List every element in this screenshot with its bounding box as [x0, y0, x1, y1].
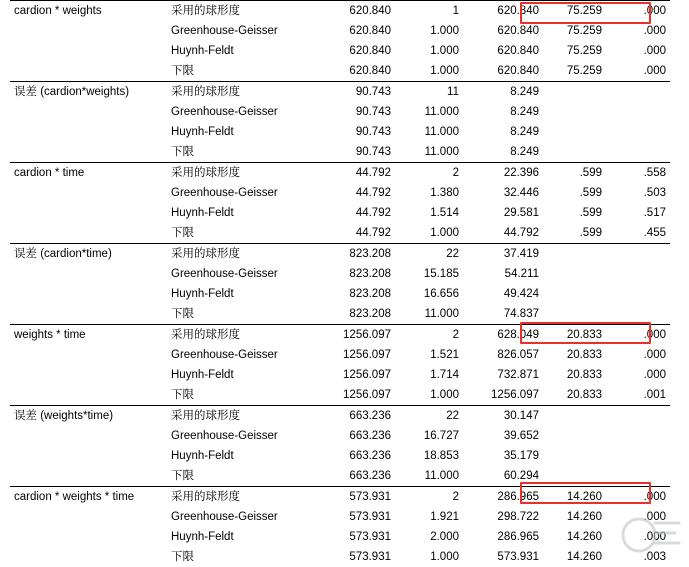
- cell-correction: 下限: [167, 223, 310, 244]
- cell-source: cardion * weights * time: [10, 487, 167, 508]
- cell-df: 1.921: [395, 507, 463, 527]
- cell-source: [10, 142, 167, 163]
- cell-df: 11.000: [395, 304, 463, 325]
- cell-ms: 22.396: [463, 163, 543, 184]
- table-row: [10, 466, 670, 487]
- cell-f: [543, 426, 606, 446]
- cell-f: [543, 82, 606, 103]
- cell-ms: 32.446: [463, 183, 543, 203]
- cell-source: [10, 21, 167, 41]
- cell-correction: Huynh-Feldt: [167, 41, 310, 61]
- cell-ms: 29.581: [463, 203, 543, 223]
- table-row: [10, 264, 670, 284]
- cell-f: .599: [543, 183, 606, 203]
- cell-source: [10, 122, 167, 142]
- cell-ss: 44.792: [310, 183, 395, 203]
- cell-correction: 下限: [167, 142, 310, 163]
- table-row: [10, 21, 670, 41]
- cell-df: 11: [395, 82, 463, 103]
- table-row: [10, 183, 670, 203]
- cell-ss: 44.792: [310, 203, 395, 223]
- cell-f: [543, 304, 606, 325]
- cell-f: 14.260: [543, 487, 606, 508]
- cell-sig: [606, 304, 670, 325]
- cell-source: [10, 41, 167, 61]
- cell-correction: Greenhouse-Geisser: [167, 21, 310, 41]
- cell-ss: 663.236: [310, 466, 395, 487]
- table-row: [10, 426, 670, 446]
- cell-correction: Huynh-Feldt: [167, 365, 310, 385]
- cell-source: [10, 466, 167, 487]
- cell-f: [543, 264, 606, 284]
- table-row: [10, 507, 670, 527]
- cell-f: [543, 102, 606, 122]
- cell-sig: .000: [606, 487, 670, 508]
- cell-ms: 286.965: [463, 487, 543, 508]
- cell-source: [10, 385, 167, 406]
- cell-sig: .001: [606, 385, 670, 406]
- cell-source: cardion * time: [10, 163, 167, 184]
- table-row: [10, 385, 670, 406]
- cell-ss: 1256.097: [310, 385, 395, 406]
- cell-source: [10, 61, 167, 82]
- cell-ms: 573.931: [463, 547, 543, 567]
- cell-df: 22: [395, 406, 463, 427]
- cell-ss: 620.840: [310, 61, 395, 82]
- cell-source: [10, 223, 167, 244]
- cell-sig: [606, 284, 670, 304]
- cell-df: 1.000: [395, 223, 463, 244]
- cell-sig: .000: [606, 1, 670, 22]
- cell-ss: 620.840: [310, 1, 395, 22]
- cell-ms: 74.837: [463, 304, 543, 325]
- table-row: [10, 527, 670, 547]
- cell-source: [10, 365, 167, 385]
- cell-correction: 下限: [167, 466, 310, 487]
- table-row: [10, 61, 670, 82]
- cell-sig: .003: [606, 547, 670, 567]
- cell-sig: [606, 446, 670, 466]
- cell-correction: 下限: [167, 304, 310, 325]
- cell-ms: 8.249: [463, 82, 543, 103]
- cell-correction: Huynh-Feldt: [167, 203, 310, 223]
- cell-f: [543, 284, 606, 304]
- cell-ms: 732.871: [463, 365, 543, 385]
- cell-ss: 823.208: [310, 284, 395, 304]
- cell-ss: 620.840: [310, 21, 395, 41]
- cell-ms: 620.840: [463, 61, 543, 82]
- cell-ms: 30.147: [463, 406, 543, 427]
- table-row: [10, 41, 670, 61]
- cell-source: cardion * weights: [10, 1, 167, 22]
- cell-ms: 826.057: [463, 345, 543, 365]
- cell-correction: 采用的球形度: [167, 406, 310, 427]
- cell-source: [10, 203, 167, 223]
- table-row: [10, 203, 670, 223]
- cell-ms: 49.424: [463, 284, 543, 304]
- cell-correction: 下限: [167, 385, 310, 406]
- cell-df: 11.000: [395, 142, 463, 163]
- cell-ss: 663.236: [310, 446, 395, 466]
- cell-df: 2: [395, 163, 463, 184]
- cell-df: 2: [395, 325, 463, 346]
- table-row: [10, 82, 670, 103]
- cell-sig: .000: [606, 527, 670, 547]
- cell-source: [10, 284, 167, 304]
- cell-df: 15.185: [395, 264, 463, 284]
- cell-source: weights * time: [10, 325, 167, 346]
- cell-sig: .000: [606, 507, 670, 527]
- cell-sig: .517: [606, 203, 670, 223]
- cell-source: [10, 183, 167, 203]
- cell-df: 1.000: [395, 385, 463, 406]
- cell-correction: Greenhouse-Geisser: [167, 507, 310, 527]
- cell-correction: Greenhouse-Geisser: [167, 345, 310, 365]
- cell-correction: 采用的球形度: [167, 487, 310, 508]
- cell-ss: 823.208: [310, 264, 395, 284]
- cell-sig: [606, 122, 670, 142]
- cell-ms: 37.419: [463, 244, 543, 265]
- cell-ss: 573.931: [310, 507, 395, 527]
- cell-sig: .503: [606, 183, 670, 203]
- cell-correction: Greenhouse-Geisser: [167, 264, 310, 284]
- cell-df: 11.000: [395, 122, 463, 142]
- table-row: [10, 487, 670, 508]
- cell-source: [10, 264, 167, 284]
- cell-ms: 60.294: [463, 466, 543, 487]
- cell-f: [543, 466, 606, 487]
- cell-ss: 1256.097: [310, 365, 395, 385]
- cell-ms: 298.722: [463, 507, 543, 527]
- cell-ms: 44.792: [463, 223, 543, 244]
- table-row: [10, 1, 670, 22]
- cell-source: 误差 (weights*time): [10, 406, 167, 427]
- cell-sig: [606, 426, 670, 446]
- cell-ms: 54.211: [463, 264, 543, 284]
- cell-sig: .000: [606, 21, 670, 41]
- cell-ss: 663.236: [310, 426, 395, 446]
- cell-correction: Huynh-Feldt: [167, 284, 310, 304]
- cell-f: [543, 406, 606, 427]
- cell-source: [10, 547, 167, 567]
- cell-ms: 39.652: [463, 426, 543, 446]
- cell-df: 1.714: [395, 365, 463, 385]
- cell-f: [543, 142, 606, 163]
- cell-f: 14.260: [543, 547, 606, 567]
- cell-correction: 下限: [167, 547, 310, 567]
- cell-sig: .000: [606, 41, 670, 61]
- cell-correction: 采用的球形度: [167, 1, 310, 22]
- table-row: [10, 142, 670, 163]
- table-row: [10, 304, 670, 325]
- cell-correction: Huynh-Feldt: [167, 527, 310, 547]
- table-body: [10, 1, 670, 567]
- cell-df: 2.000: [395, 527, 463, 547]
- cell-source: [10, 304, 167, 325]
- cell-f: 75.259: [543, 41, 606, 61]
- cell-correction: 采用的球形度: [167, 325, 310, 346]
- cell-correction: Greenhouse-Geisser: [167, 102, 310, 122]
- cell-df: 11.000: [395, 102, 463, 122]
- cell-ss: 823.208: [310, 304, 395, 325]
- cell-ss: 663.236: [310, 406, 395, 427]
- cell-ms: 620.840: [463, 21, 543, 41]
- cell-sig: [606, 102, 670, 122]
- cell-f: [543, 122, 606, 142]
- cell-df: 1: [395, 1, 463, 22]
- table-row: [10, 446, 670, 466]
- cell-df: 1.000: [395, 61, 463, 82]
- cell-df: 16.656: [395, 284, 463, 304]
- cell-correction: Huynh-Feldt: [167, 122, 310, 142]
- table-row: [10, 547, 670, 567]
- cell-ss: 90.743: [310, 142, 395, 163]
- cell-f: [543, 244, 606, 265]
- cell-f: 14.260: [543, 527, 606, 547]
- cell-ss: 1256.097: [310, 345, 395, 365]
- cell-sig: [606, 244, 670, 265]
- cell-ss: 90.743: [310, 102, 395, 122]
- table-row: [10, 223, 670, 244]
- cell-ss: 44.792: [310, 223, 395, 244]
- cell-f: 20.833: [543, 385, 606, 406]
- cell-f: 20.833: [543, 325, 606, 346]
- cell-ss: 44.792: [310, 163, 395, 184]
- cell-correction: 下限: [167, 61, 310, 82]
- cell-ms: 286.965: [463, 527, 543, 547]
- cell-f: .599: [543, 163, 606, 184]
- cell-df: 1.000: [395, 41, 463, 61]
- cell-df: 1.000: [395, 547, 463, 567]
- cell-df: 16.727: [395, 426, 463, 446]
- cell-source: 误差 (cardion*time): [10, 244, 167, 265]
- cell-ss: 90.743: [310, 122, 395, 142]
- cell-source: [10, 426, 167, 446]
- cell-f: 75.259: [543, 61, 606, 82]
- cell-correction: Huynh-Feldt: [167, 446, 310, 466]
- cell-f: 75.259: [543, 21, 606, 41]
- cell-f: .599: [543, 223, 606, 244]
- cell-ms: 1256.097: [463, 385, 543, 406]
- cell-df: 1.380: [395, 183, 463, 203]
- cell-sig: .000: [606, 325, 670, 346]
- cell-correction: 采用的球形度: [167, 244, 310, 265]
- cell-df: 18.853: [395, 446, 463, 466]
- cell-f: [543, 446, 606, 466]
- cell-sig: .558: [606, 163, 670, 184]
- cell-source: [10, 527, 167, 547]
- table-row: [10, 345, 670, 365]
- cell-correction: 采用的球形度: [167, 82, 310, 103]
- cell-source: [10, 507, 167, 527]
- cell-ss: 823.208: [310, 244, 395, 265]
- cell-sig: [606, 264, 670, 284]
- table-row: [10, 325, 670, 346]
- cell-source: [10, 345, 167, 365]
- cell-ms: 8.249: [463, 102, 543, 122]
- cell-f: .599: [543, 203, 606, 223]
- cell-correction: 采用的球形度: [167, 163, 310, 184]
- table-row: [10, 284, 670, 304]
- cell-ss: 620.840: [310, 41, 395, 61]
- cell-sig: .000: [606, 61, 670, 82]
- cell-df: 1.514: [395, 203, 463, 223]
- table-row: [10, 406, 670, 427]
- cell-source: [10, 102, 167, 122]
- cell-sig: .000: [606, 365, 670, 385]
- cell-f: 14.260: [543, 507, 606, 527]
- cell-f: 75.259: [543, 1, 606, 22]
- cell-sig: [606, 142, 670, 163]
- cell-ms: 8.249: [463, 142, 543, 163]
- cell-sig: [606, 82, 670, 103]
- cell-ss: 573.931: [310, 547, 395, 567]
- cell-ms: 620.840: [463, 41, 543, 61]
- cell-ss: 90.743: [310, 82, 395, 103]
- cell-correction: Greenhouse-Geisser: [167, 426, 310, 446]
- cell-ss: 573.931: [310, 527, 395, 547]
- cell-sig: .000: [606, 345, 670, 365]
- tests-of-within-subjects-effects-table: [10, 0, 670, 567]
- cell-df: 2: [395, 487, 463, 508]
- cell-df: 22: [395, 244, 463, 265]
- cell-df: 11.000: [395, 466, 463, 487]
- cell-sig: [606, 406, 670, 427]
- table-row: [10, 122, 670, 142]
- cell-ss: 573.931: [310, 487, 395, 508]
- cell-df: 1.521: [395, 345, 463, 365]
- cell-df: 1.000: [395, 21, 463, 41]
- cell-ms: 620.840: [463, 1, 543, 22]
- cell-f: 20.833: [543, 345, 606, 365]
- table-row: [10, 365, 670, 385]
- cell-ms: 628.049: [463, 325, 543, 346]
- cell-ss: 1256.097: [310, 325, 395, 346]
- table-row: [10, 102, 670, 122]
- cell-f: 20.833: [543, 365, 606, 385]
- table-row: [10, 163, 670, 184]
- cell-sig: .455: [606, 223, 670, 244]
- cell-source: 误差 (cardion*weights): [10, 82, 167, 103]
- cell-ms: 35.179: [463, 446, 543, 466]
- cell-correction: Greenhouse-Geisser: [167, 183, 310, 203]
- cell-sig: [606, 466, 670, 487]
- cell-ms: 8.249: [463, 122, 543, 142]
- table-row: [10, 244, 670, 265]
- cell-source: [10, 446, 167, 466]
